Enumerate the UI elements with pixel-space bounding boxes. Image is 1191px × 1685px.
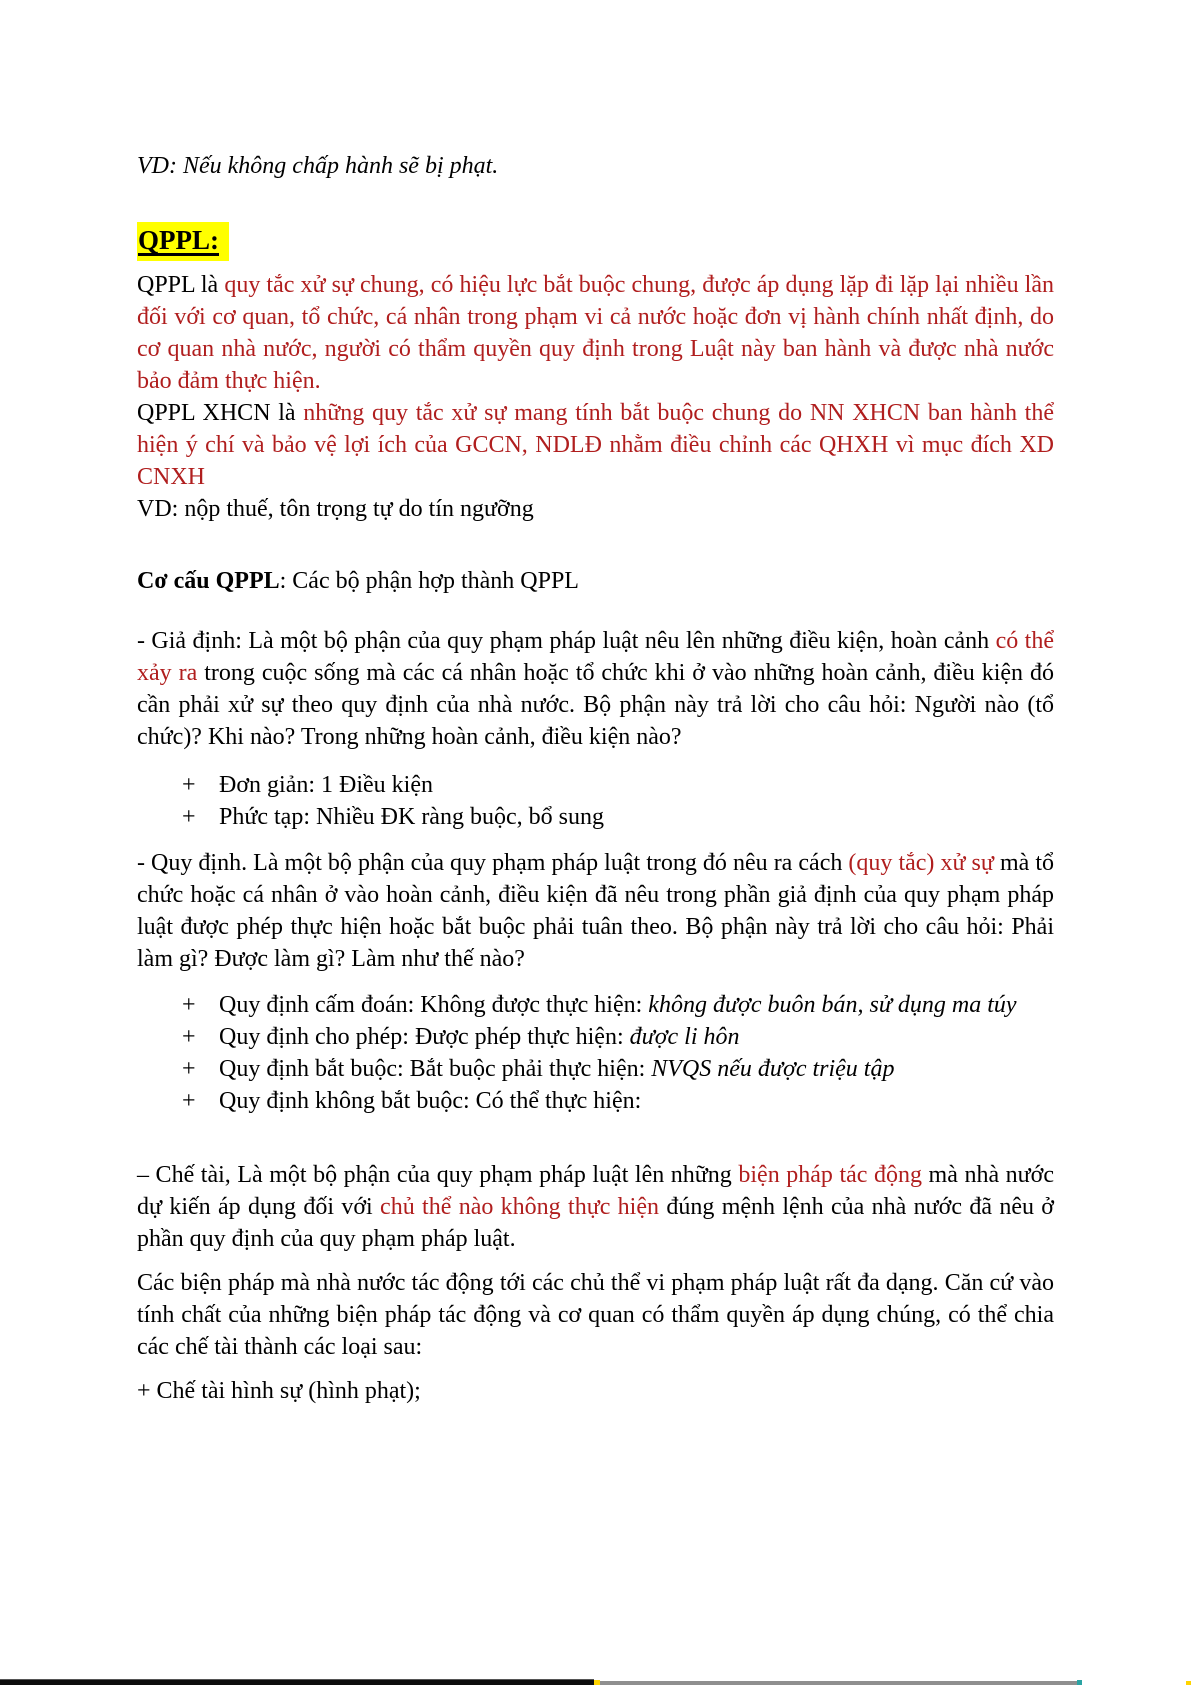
co-cau-rest-text: : Các bộ phận hợp thành QPPL	[279, 568, 579, 594]
document-page	[137, 0, 1054, 1407]
paragraph-co-cau	[137, 565, 1054, 597]
qppl-xhcn-lead-text: QPPL XHCN là	[137, 400, 304, 426]
qppl-lead-text: QPPL là	[137, 272, 225, 298]
qppl-xhcn-red-text: những quy tắc xử sự mang tính bắt buộc chung do NN XHCN ban hành thể hiện ý chí và bảo vệ lợi ích của GCCN, NDLĐ nhằm điều chỉnh các QHXH vì mục đích XD CNXH	[137, 400, 1054, 490]
bullet-example-italic: được li hôn	[629, 1024, 740, 1050]
list-item	[182, 1021, 1054, 1053]
bullet-normal-text: Quy định bắt buộc: Bắt buộc phải thực hiện:	[219, 1056, 652, 1082]
bullet-text-don-gian: Đơn giản: 1 Điều kiện	[219, 772, 433, 798]
gia-dinh-text-1: - Giả định: Là một bộ phận của quy phạm pháp luật nêu lên những điều kiện, hoàn cảnh	[137, 628, 996, 654]
bullet-text-phuc-tap: Phức tạp: Nhiều ĐK ràng buộc, bổ sung	[219, 804, 604, 830]
bullet-normal-text: Quy định không bắt buộc: Có thể thực hiện:	[219, 1088, 642, 1114]
progress-bar-right-yellow-tick	[1186, 1681, 1191, 1685]
plus-bullet-marker: +	[182, 992, 196, 1018]
qppl-red-text: quy tắc xử sự chung, có hiệu lực bắt buộc chung, được áp dụng lặp đi lặp lại nhiều lần đối với cơ quan, tổ chức, cá nhân trong phạm vi cả nước hoặc đơn vị hành chính nhất định, do cơ quan nhà nước, người có thẩm quyền quy định trong Luật này ban hành và được nhà nước bảo đảm thực hiện.	[137, 272, 1054, 394]
example-sentence-vd2: VD: nộp thuế, tôn trọng tự do tín ngưỡng	[137, 496, 534, 522]
list-item	[182, 1053, 1054, 1085]
paragraph-qppl-xhcn-definition	[137, 397, 1054, 493]
paragraph-gia-dinh	[137, 625, 1054, 753]
paragraph-quy-dinh	[137, 847, 1054, 975]
quy-dinh-red-text: (quy tắc) xử sự	[848, 850, 994, 876]
bullet-example-italic: NVQS nếu được triệu tập	[651, 1056, 895, 1082]
bullet-text-khong-bat-buoc	[219, 1085, 1054, 1117]
bullet-example-italic: không được buôn bán, sử dụng ma túy	[648, 992, 1017, 1018]
gia-dinh-text-2: trong cuộc sống mà các cá nhân hoặc tổ chức khi ở vào những hoàn cảnh, điều kiện đó cần phải xử sự theo quy định của nhà nước. Bộ phận này trả lời cho câu hỏi: Người nào (tổ chức)? Khi nào? Trong những hoàn cảnh, điều kiện nào?	[137, 660, 1054, 750]
paragraph-che-tai	[137, 1159, 1054, 1255]
list-item	[182, 769, 1054, 801]
che-tai-text-3: đúng mệnh lệnh của nhà nước đã nêu ở phần quy định của quy phạm pháp luật.	[137, 1194, 1054, 1252]
che-tai-text-2: mà nhà nước dự kiến áp dụng đối với	[137, 1162, 1054, 1220]
che-tai-red-text-1: biện pháp tác động	[738, 1162, 922, 1188]
plus-bullet-marker: +	[182, 1056, 196, 1082]
bullet-text-bat-buoc	[219, 1053, 1054, 1085]
qppl-heading: QPPL:	[137, 222, 229, 261]
quy-dinh-text-2: mà tổ chức hoặc cá nhân ở vào hoàn cảnh, điều kiện đã nêu trong phần giả định của quy phạm pháp luật được phép thực hiện hoặc bắt buộc phải tuân theo. Bộ phận này trả lời cho câu hỏi: Phải làm gì? Được làm gì? Làm như thế nào?	[137, 850, 1054, 972]
bullet-text-cam-doan	[219, 989, 1054, 1021]
progress-bar-teal-tick	[1077, 1680, 1082, 1685]
quy-dinh-text-1: - Quy định. Là một bộ phận của quy phạm pháp luật trong đó nêu ra cách	[137, 850, 849, 876]
list-item	[182, 801, 1054, 833]
che-tai-red-text-2: chủ thể nào không thực hiện	[380, 1194, 660, 1220]
plus-bullet-marker: +	[182, 1088, 196, 1114]
bullet-normal-text: Quy định cấm đoán: Không được thực hiện:	[219, 992, 649, 1018]
paragraph-bien-phap: Các biện pháp mà nhà nước tác động tới các chủ thể vi phạm pháp luật rất đa dạng. Căn cứ vào tính chất của những biện pháp tác động và cơ quan có thẩm quyền áp dụng chúng, có thể chia các chế tài thành các loại sau:	[137, 1270, 1054, 1360]
gia-dinh-bullet-list	[137, 769, 1054, 833]
list-item	[182, 1085, 1054, 1117]
progress-bar-played-segment	[0, 1679, 594, 1685]
progress-bar[interactable]	[0, 1679, 1191, 1685]
paragraph-qppl-definition	[137, 269, 1054, 397]
progress-bar-track-segment	[600, 1681, 1077, 1685]
bullet-normal-text: Quy định cho phép: Được phép thực hiện:	[219, 1024, 630, 1050]
co-cau-bold-text: Cơ cấu QPPL	[137, 568, 280, 594]
quy-dinh-bullet-list	[137, 989, 1054, 1117]
che-tai-text-1: – Chế tài, Là một bộ phận của quy phạm pháp luật lên những	[137, 1162, 739, 1188]
qppl-heading-row	[137, 222, 1054, 261]
paragraph-che-tai-hinh-su: + Chế tài hình sự (hình phạt);	[137, 1378, 421, 1404]
example-sentence-top: VD: Nếu không chấp hành sẽ bị phạt.	[137, 153, 499, 179]
plus-bullet-marker: +	[182, 772, 196, 798]
list-item	[182, 989, 1054, 1021]
plus-bullet-marker: +	[182, 1024, 196, 1050]
plus-bullet-marker: +	[182, 804, 196, 830]
gia-dinh-red-text: có thể xảy ra	[137, 628, 1054, 686]
bullet-text-cho-phep	[219, 1021, 1054, 1053]
